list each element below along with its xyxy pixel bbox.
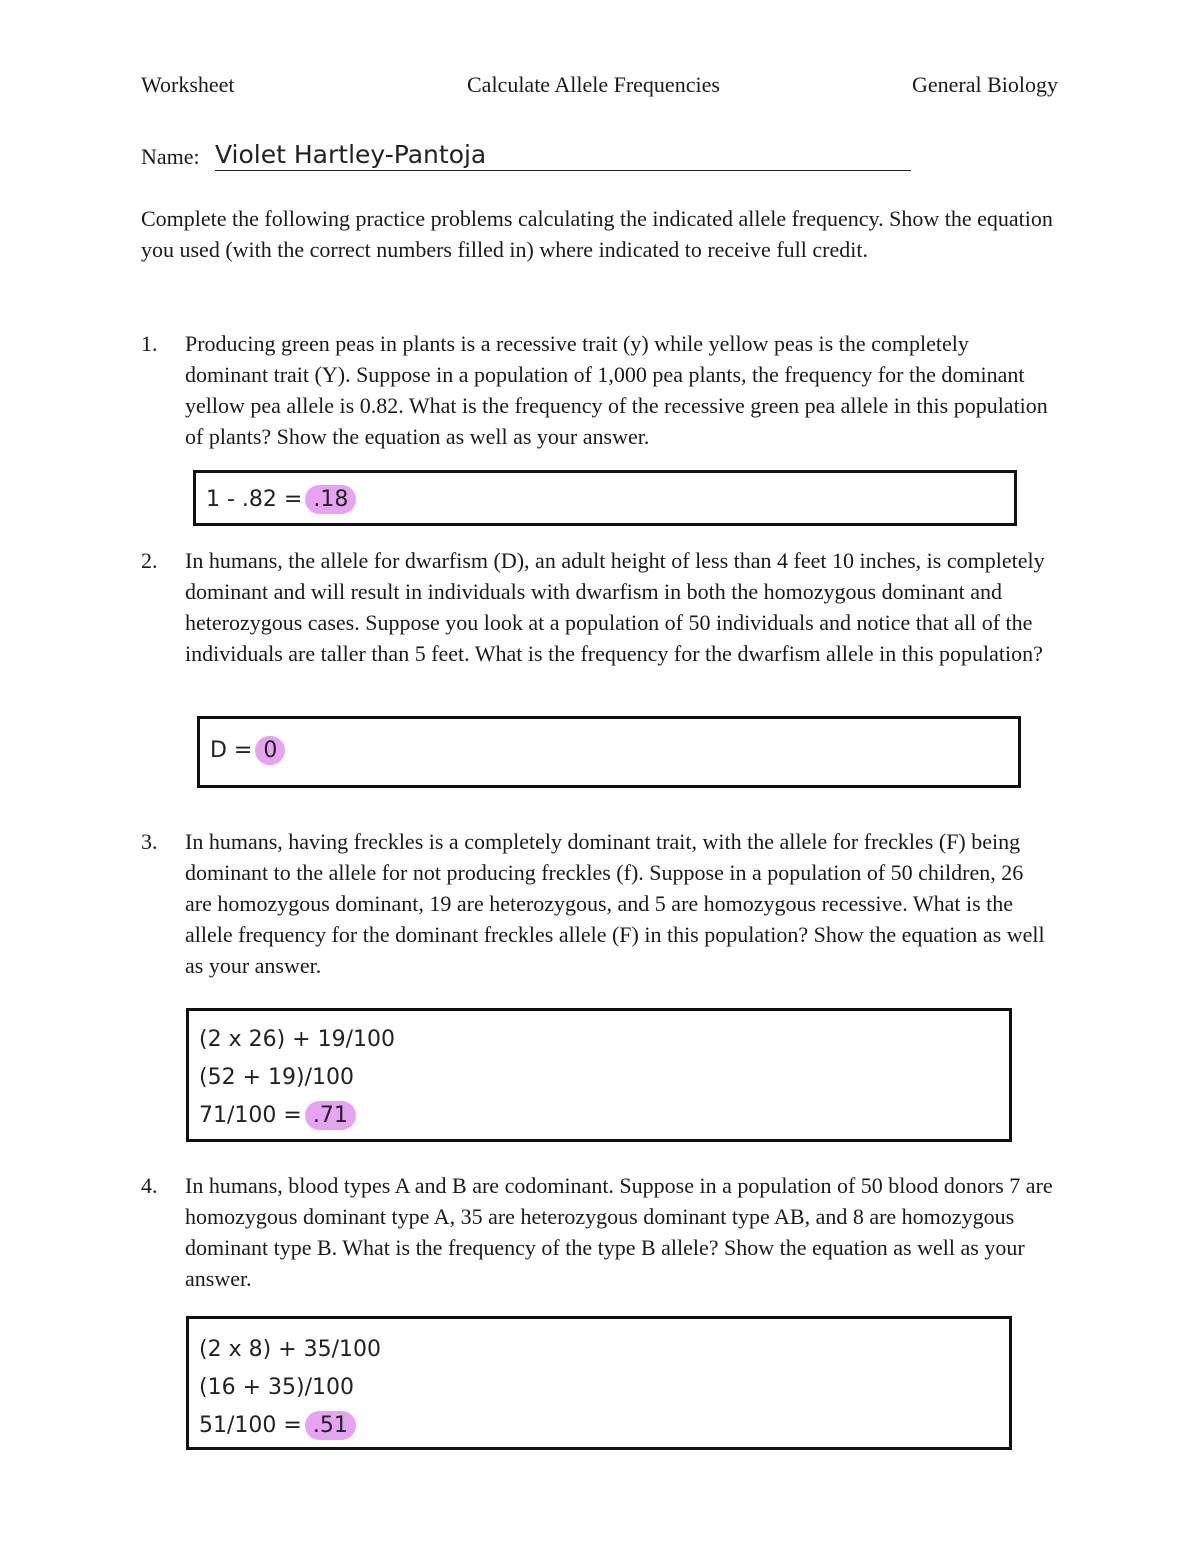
answer-line [210,738,285,763]
answer-highlight: .18 [305,485,356,514]
question-text: In humans, the allele for dwarfism (D), an adult height of less than 4 feet 10 inches, is completely dominant and will result in individuals with dwarfism in both the homozygous dominant and heterozygous cases. Suppose you look at a population of 50 individuals and notice that all of the individuals are taller than 5 feet. What is the frequency for the dwarfism allele in this population? [185,548,1045,666]
answer-line [199,1103,356,1128]
answer-box-3[interactable] [186,1008,1012,1142]
question-number: 4. [141,1173,158,1198]
answer-line [206,487,356,512]
header-worksheet-label: Worksheet [141,72,235,97]
answer-equation: 1 - .82 = [206,487,303,512]
answer-equation: (16 + 35)/100 [199,1375,354,1400]
question-text: In humans, having freckles is a completely dominant trait, with the allele for freckles (F) being dominant to the allele for not producing freckles (f). Suppose in a population of 50 children, 26 are homozygous dominant, 19 are heterozygous, and 5 are homozygous recessive. What is the allele frequency for the dominant freckles allele (F) in this population? Show the equation as well as your answer. [185,829,1045,978]
answer-box-1[interactable] [193,470,1017,526]
answer-box-2[interactable] [197,716,1021,788]
question-number: 3. [141,829,158,854]
answer-line [199,1027,395,1052]
answer-equation: (52 + 19)/100 [199,1065,354,1090]
answer-highlight: 0 [255,736,285,765]
question-number: 1. [141,331,158,356]
answer-line [199,1375,354,1400]
question-text: In humans, blood types A and B are codominant. Suppose in a population of 50 blood donors 7 are homozygous dominant type A, 35 are heterozygous dominant type AB, and 8 are homozygous dominant type B. What is the frequency of the type B allele? Show the equation as well as your answer. [185,1173,1053,1291]
name-field[interactable]: Violet Hartley-Pantoja [215,140,487,169]
answer-equation: 51/100 = [199,1413,302,1438]
answer-equation: (2 x 26) + 19/100 [199,1027,395,1052]
answer-line [199,1413,356,1438]
answer-equation: 71/100 = [199,1103,302,1128]
course-label: General Biology [911,72,1058,97]
answer-line [199,1065,354,1090]
name-label: Name: [141,144,200,169]
question-number: 2. [141,548,158,573]
answer-box-4[interactable] [186,1316,1012,1450]
worksheet-title: Calculate Allele Frequencies [467,72,720,97]
answer-equation: D = [210,738,253,763]
answer-highlight: .51 [305,1411,356,1440]
question-text: Producing green peas in plants is a recessive trait (y) while yellow peas is the completely dominant trait (Y). Suppose in a population of 1,000 pea plants, the frequency for the dominant yellow pea allele is 0.82. What is the frequency of the recessive green pea allele in this population of plants? Show the equation as well as your answer. [185,331,1048,449]
answer-highlight: .71 [305,1101,356,1130]
instructions: Complete the following practice problems calculating the indicated allele frequency. Show the equation you used (with the correct numbers filled in) where indicated to receive full credit. [141,206,1053,262]
answer-line [199,1337,381,1362]
name-row [141,140,911,172]
name-underline [215,170,911,171]
answer-equation: (2 x 8) + 35/100 [199,1337,381,1362]
